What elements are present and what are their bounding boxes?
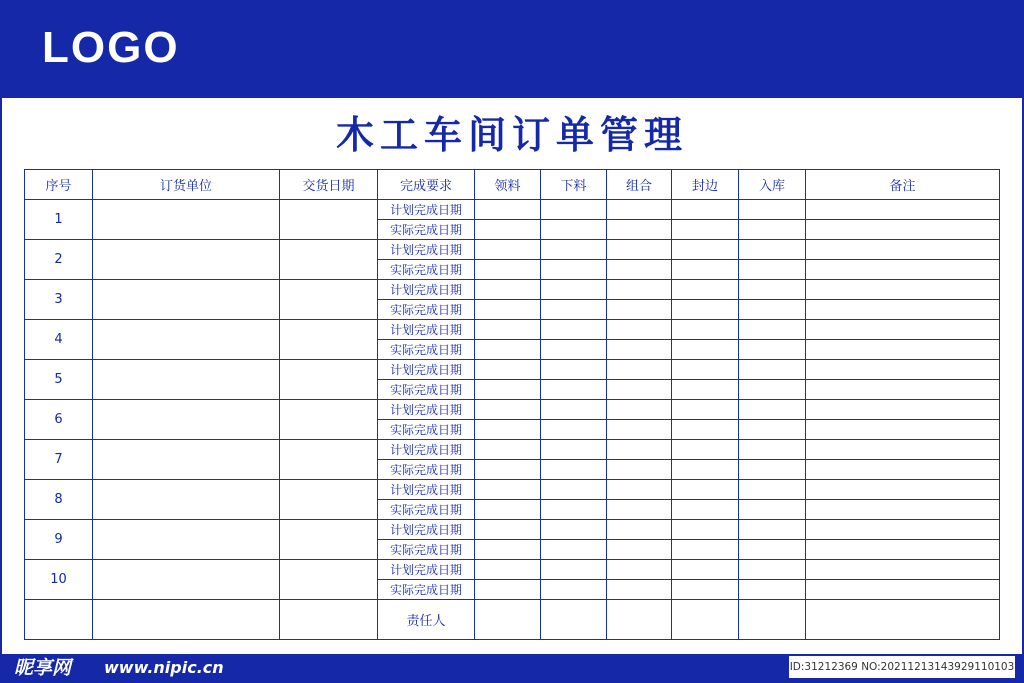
- status-cell: [541, 220, 607, 240]
- status-cell: [806, 380, 1000, 400]
- status-cell: [806, 320, 1000, 340]
- status-cell: [541, 580, 607, 600]
- status-cell: [806, 360, 1000, 380]
- status-cell: [739, 380, 806, 400]
- delivery-date-cell: [280, 320, 378, 360]
- table-row: [25, 280, 1000, 300]
- status-cell: [541, 260, 607, 280]
- actual-date-label: 实际完成日期: [378, 260, 475, 280]
- delivery-date-cell: [280, 520, 378, 560]
- status-cell: [739, 340, 806, 360]
- status-cell: [739, 260, 806, 280]
- table-row: [25, 560, 1000, 580]
- status-cell: [541, 380, 607, 400]
- actual-date-label: 实际完成日期: [378, 540, 475, 560]
- status-cell: [672, 480, 739, 500]
- status-cell: [475, 360, 541, 380]
- actual-date-label: 实际完成日期: [378, 420, 475, 440]
- status-cell: [475, 200, 541, 220]
- header-delivery-date: 交货日期: [280, 170, 378, 200]
- status-cell: [739, 520, 806, 540]
- customer-cell: [93, 480, 280, 520]
- status-cell: [475, 420, 541, 440]
- status-cell: [672, 360, 739, 380]
- status-cell: [607, 200, 672, 220]
- delivery-date-cell: [280, 440, 378, 480]
- status-cell: [607, 220, 672, 240]
- responsible-cell: [739, 600, 806, 640]
- delivery-date-cell: [280, 240, 378, 280]
- actual-date-label: 实际完成日期: [378, 220, 475, 240]
- status-cell: [475, 380, 541, 400]
- customer-cell: [93, 440, 280, 480]
- status-cell: [475, 460, 541, 480]
- status-cell: [672, 300, 739, 320]
- delivery-date-cell: [280, 200, 378, 240]
- status-cell: [607, 520, 672, 540]
- status-cell: [739, 320, 806, 340]
- order-seq: 7: [25, 440, 93, 480]
- responsible-cell: [672, 600, 739, 640]
- planned-date-label: 计划完成日期: [378, 320, 475, 340]
- status-cell: [672, 560, 739, 580]
- header-seq: 序号: [25, 170, 93, 200]
- status-cell: [475, 260, 541, 280]
- status-cell: [739, 300, 806, 320]
- order-seq: 8: [25, 480, 93, 520]
- status-cell: [475, 400, 541, 420]
- status-cell: [806, 300, 1000, 320]
- status-cell: [541, 400, 607, 420]
- watermark-site-logo: 昵享网: [14, 657, 72, 679]
- planned-date-label: 计划完成日期: [378, 200, 475, 220]
- status-cell: [475, 340, 541, 360]
- status-cell: [475, 220, 541, 240]
- watermark-url: www.nipic.cn: [104, 658, 224, 677]
- table-row: [25, 320, 1000, 340]
- status-cell: [672, 420, 739, 440]
- responsible-cell: [607, 600, 672, 640]
- status-cell: [541, 500, 607, 520]
- header-assembly: 组合: [607, 170, 672, 200]
- actual-date-label: 实际完成日期: [378, 380, 475, 400]
- status-cell: [806, 540, 1000, 560]
- status-cell: [739, 440, 806, 460]
- status-cell: [672, 200, 739, 220]
- status-cell: [607, 420, 672, 440]
- planned-date-label: 计划完成日期: [378, 280, 475, 300]
- status-cell: [672, 500, 739, 520]
- planned-date-label: 计划完成日期: [378, 360, 475, 380]
- order-seq: 9: [25, 520, 93, 560]
- order-seq: 1: [25, 200, 93, 240]
- delivery-date-cell: [280, 360, 378, 400]
- status-cell: [475, 280, 541, 300]
- customer-cell: [93, 520, 280, 560]
- status-cell: [672, 520, 739, 540]
- status-cell: [607, 580, 672, 600]
- status-cell: [475, 560, 541, 580]
- status-cell: [672, 400, 739, 420]
- header-requirement: 完成要求: [378, 170, 475, 200]
- status-cell: [739, 540, 806, 560]
- status-cell: [672, 260, 739, 280]
- customer-cell: [93, 240, 280, 280]
- status-cell: [607, 480, 672, 500]
- order-seq: 5: [25, 360, 93, 400]
- status-cell: [607, 400, 672, 420]
- order-seq: 4: [25, 320, 93, 360]
- order-seq: 2: [25, 240, 93, 280]
- status-cell: [541, 460, 607, 480]
- header-remarks: 备注: [806, 170, 1000, 200]
- status-cell: [541, 340, 607, 360]
- status-cell: [806, 340, 1000, 360]
- customer-cell: [93, 400, 280, 440]
- status-cell: [541, 560, 607, 580]
- table-row: [25, 520, 1000, 540]
- table-row: [25, 200, 1000, 220]
- status-cell: [739, 480, 806, 500]
- header-customer: 订货单位: [93, 170, 280, 200]
- table-row: [25, 440, 1000, 460]
- empty-cell: [280, 600, 378, 640]
- status-cell: [475, 300, 541, 320]
- planned-date-label: 计划完成日期: [378, 560, 475, 580]
- status-cell: [672, 440, 739, 460]
- status-cell: [475, 480, 541, 500]
- logo: LOGO: [42, 23, 180, 72]
- order-seq: 10: [25, 560, 93, 600]
- table-header-row: [25, 170, 1000, 200]
- status-cell: [806, 500, 1000, 520]
- status-cell: [806, 480, 1000, 500]
- status-cell: [739, 560, 806, 580]
- empty-cell: [25, 600, 93, 640]
- status-cell: [739, 400, 806, 420]
- delivery-date-cell: [280, 560, 378, 600]
- table-row: [25, 400, 1000, 420]
- empty-cell: [93, 600, 280, 640]
- status-cell: [607, 280, 672, 300]
- status-cell: [475, 320, 541, 340]
- status-cell: [739, 420, 806, 440]
- table-row: [25, 480, 1000, 500]
- table-row: [25, 240, 1000, 260]
- status-cell: [672, 280, 739, 300]
- watermark-id: ID:31212369 NO:20211213143929110103: [789, 656, 1015, 678]
- status-cell: [806, 420, 1000, 440]
- status-cell: [475, 240, 541, 260]
- status-cell: [806, 200, 1000, 220]
- watermark-bar: [0, 654, 1024, 683]
- customer-cell: [93, 360, 280, 400]
- status-cell: [541, 200, 607, 220]
- status-cell: [672, 220, 739, 240]
- status-cell: [806, 440, 1000, 460]
- status-cell: [806, 220, 1000, 240]
- actual-date-label: 实际完成日期: [378, 500, 475, 520]
- status-cell: [607, 560, 672, 580]
- customer-cell: [93, 280, 280, 320]
- status-cell: [475, 580, 541, 600]
- responsible-label: 责任人: [378, 600, 475, 640]
- status-cell: [739, 460, 806, 480]
- status-cell: [739, 580, 806, 600]
- planned-date-label: 计划完成日期: [378, 440, 475, 460]
- status-cell: [806, 460, 1000, 480]
- status-cell: [607, 300, 672, 320]
- status-cell: [672, 240, 739, 260]
- actual-date-label: 实际完成日期: [378, 340, 475, 360]
- header-bar: [0, 0, 1024, 98]
- status-cell: [672, 460, 739, 480]
- status-cell: [541, 280, 607, 300]
- planned-date-label: 计划完成日期: [378, 400, 475, 420]
- order-seq: 6: [25, 400, 93, 440]
- delivery-date-cell: [280, 280, 378, 320]
- actual-date-label: 实际完成日期: [378, 580, 475, 600]
- header-material-pick: 领料: [475, 170, 541, 200]
- responsible-cell: [541, 600, 607, 640]
- delivery-date-cell: [280, 400, 378, 440]
- header-cutting: 下料: [541, 170, 607, 200]
- status-cell: [739, 360, 806, 380]
- status-cell: [806, 400, 1000, 420]
- status-cell: [607, 240, 672, 260]
- status-cell: [607, 380, 672, 400]
- status-cell: [541, 540, 607, 560]
- table-row: [25, 360, 1000, 380]
- status-cell: [806, 260, 1000, 280]
- status-cell: [541, 480, 607, 500]
- customer-cell: [93, 560, 280, 600]
- status-cell: [806, 580, 1000, 600]
- status-cell: [607, 460, 672, 480]
- status-cell: [672, 320, 739, 340]
- status-cell: [475, 500, 541, 520]
- status-cell: [806, 240, 1000, 260]
- order-table: [24, 169, 1000, 640]
- status-cell: [739, 500, 806, 520]
- status-cell: [607, 540, 672, 560]
- status-cell: [607, 440, 672, 460]
- status-cell: [541, 440, 607, 460]
- status-cell: [672, 340, 739, 360]
- order-seq: 3: [25, 280, 93, 320]
- actual-date-label: 实际完成日期: [378, 300, 475, 320]
- responsible-cell: [806, 600, 1000, 640]
- status-cell: [541, 360, 607, 380]
- status-cell: [672, 580, 739, 600]
- status-cell: [475, 540, 541, 560]
- customer-cell: [93, 200, 280, 240]
- responsible-row: [25, 600, 1000, 640]
- header-warehousing: 入库: [739, 170, 806, 200]
- status-cell: [806, 280, 1000, 300]
- status-cell: [541, 240, 607, 260]
- planned-date-label: 计划完成日期: [378, 520, 475, 540]
- status-cell: [672, 540, 739, 560]
- status-cell: [475, 520, 541, 540]
- actual-date-label: 实际完成日期: [378, 460, 475, 480]
- status-cell: [607, 260, 672, 280]
- responsible-cell: [475, 600, 541, 640]
- status-cell: [607, 340, 672, 360]
- page-title: 木工车间订单管理: [335, 113, 688, 157]
- status-cell: [806, 520, 1000, 540]
- customer-cell: [93, 320, 280, 360]
- status-cell: [607, 360, 672, 380]
- status-cell: [541, 520, 607, 540]
- status-cell: [739, 220, 806, 240]
- delivery-date-cell: [280, 480, 378, 520]
- planned-date-label: 计划完成日期: [378, 240, 475, 260]
- status-cell: [739, 240, 806, 260]
- status-cell: [739, 280, 806, 300]
- status-cell: [672, 380, 739, 400]
- status-cell: [607, 320, 672, 340]
- status-cell: [475, 440, 541, 460]
- header-edge-banding: 封边: [672, 170, 739, 200]
- status-cell: [607, 500, 672, 520]
- status-cell: [739, 200, 806, 220]
- status-cell: [541, 420, 607, 440]
- status-cell: [806, 560, 1000, 580]
- planned-date-label: 计划完成日期: [378, 480, 475, 500]
- frame-border-left: [0, 98, 2, 654]
- status-cell: [541, 320, 607, 340]
- status-cell: [541, 300, 607, 320]
